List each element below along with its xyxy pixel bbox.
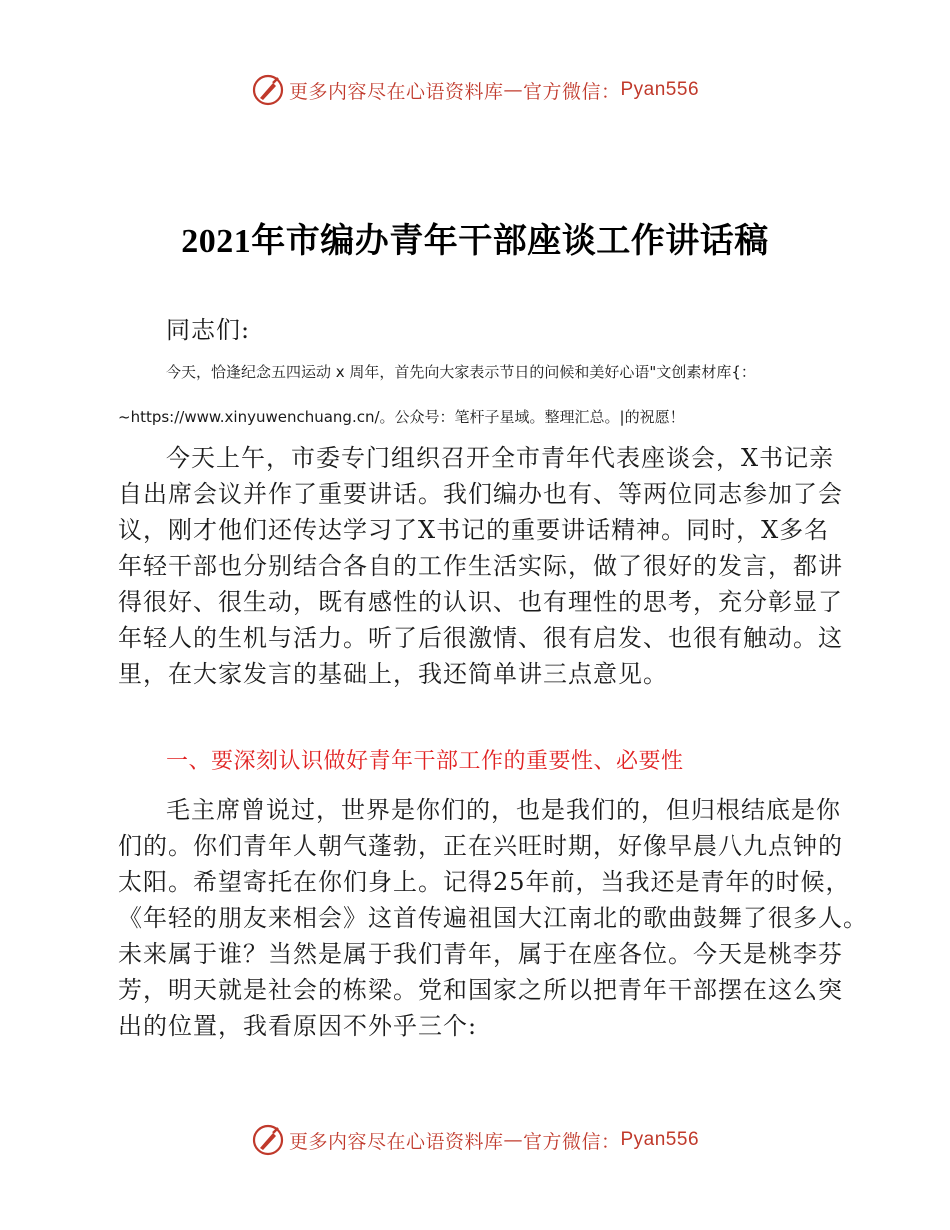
- banner-channel-text: 官方微信：: [522, 80, 621, 103]
- paragraph-line: 自出席会议并作了重要讲话。我们编办也有、等两位同志参加了会: [118, 480, 843, 508]
- paragraph-line: 得很好、很生动，既有感性的认识、也有理性的思考，充分彰显了: [118, 588, 843, 616]
- pen-logo-icon: [251, 73, 285, 107]
- header-banner: [0, 70, 950, 110]
- paragraph-line: 未来属于谁？当然是属于我们青年，属于在座各位。今天是桃李芬: [118, 940, 843, 968]
- paragraph-1: [118, 440, 843, 692]
- banner-channel-text: 官方微信：: [522, 1130, 621, 1153]
- paragraph-line: 出的位置，我看原因不外乎三个:: [118, 1012, 478, 1040]
- banner-separator: —: [503, 79, 523, 101]
- banner-main-text: 更多内容尽在心语资料库: [288, 80, 504, 103]
- paragraph-line: 们的。你们青年人朝气蓬勃，正在兴旺时期，好像早晨八九点钟的: [118, 832, 843, 860]
- paragraph-2: [118, 792, 868, 1044]
- banner-account: Pyan556: [620, 79, 700, 100]
- paragraph-line: 里，在大家发言的基础上，我还简单讲三点意见。: [118, 660, 668, 688]
- paragraph-line: 今天上午，市委专门组织召开全市青年代表座谈会，X书记亲: [166, 444, 835, 472]
- section-heading-1: 一、要深刻认识做好青年干部工作的重要性、必要性: [166, 749, 684, 774]
- pen-logo-icon: [251, 1123, 285, 1157]
- document-title: 2021年市编办青年干部座谈工作讲话稿: [181, 223, 769, 260]
- banner-separator: —: [503, 1129, 523, 1151]
- banner-account: Pyan556: [620, 1129, 700, 1150]
- paragraph-line: 毛主席曾说过，世界是你们的，也是我们的，但归根结底是你: [166, 796, 841, 824]
- paragraph-line: 芳，明天就是社会的栋梁。党和国家之所以把青年干部摆在这么突: [118, 976, 843, 1004]
- paragraph-line: 《年轻的朋友来相会》这首传遍祖国大江南北的歌曲鼓舞了很多人。: [118, 904, 868, 932]
- paragraph-line: 年轻人的生机与活力。听了后很激情、很有启发、也很有触动。这: [118, 624, 843, 652]
- salutation: 同志们:: [166, 316, 251, 344]
- paragraph-line: 年轻干部也分别结合各自的工作生活实际，做了很好的发言，都讲: [118, 552, 843, 580]
- banner-main-text: 更多内容尽在心语资料库: [288, 1130, 504, 1153]
- paragraph-line: 太阳。希望寄托在你们身上。记得25年前，当我还是青年的时候，: [118, 868, 851, 896]
- intro-line-1: 今天，恰逢纪念五四运动 x 周年，首先向大家表示节日的问候和美好心语"文创素材库{：: [166, 363, 756, 381]
- intro-line-2: ~https://www.xinyuwenchuang.cn/。公众号：笔杆子星域。整理汇总。|的祝愿！: [118, 408, 685, 426]
- footer-banner: [0, 1120, 950, 1160]
- paragraph-line: 议，刚才他们还传达学习了X书记的重要讲话精神。同时，X多名: [118, 516, 830, 544]
